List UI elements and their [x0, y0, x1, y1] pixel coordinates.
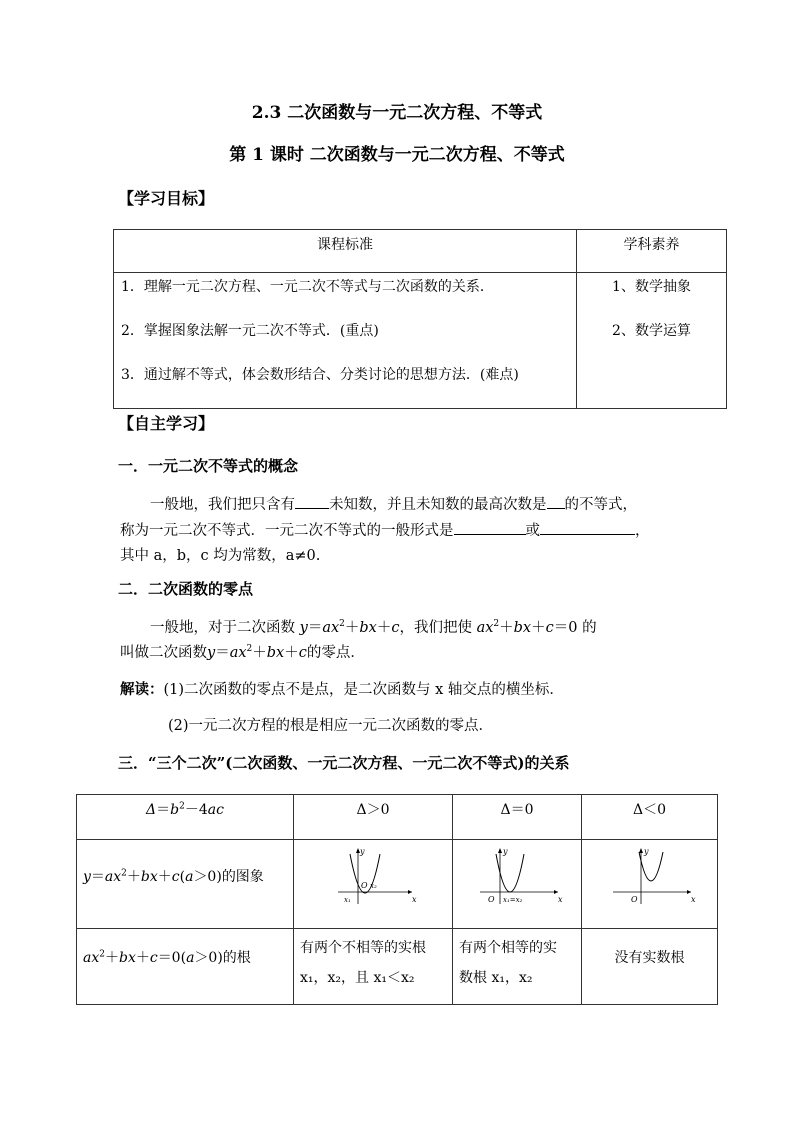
root-positive-line2: x₁，x₂，且 x₁＜x₂ — [300, 970, 415, 986]
section1-heading: 一．一元二次不等式的概念 — [118, 457, 299, 475]
root-zero-line1: 有两个相等的实 — [459, 940, 557, 956]
svg-text:x₁: x₁ — [344, 896, 351, 904]
graph-cell-zero — [453, 840, 582, 929]
graph-double-root-icon — [472, 844, 562, 906]
root-zero-line2: 数根 x₁，x₂ — [459, 970, 533, 986]
svg-text:y: y — [503, 847, 508, 856]
svg-text:O: O — [488, 895, 495, 904]
page-title: 2.3 二次函数与一元二次方程、不等式 — [251, 103, 543, 123]
goals-standards-cell — [114, 273, 577, 409]
goals-header-literacy: 学科素养 — [577, 230, 727, 273]
section2-line1: 一般地，对于二次函数 $y=ax^2+bx+c$，我们把使 $ax^2+bx+c=0$ 的 — [150, 619, 597, 636]
table-header-delta-positive: Δ＞0 — [294, 795, 453, 840]
section2-heading: 二．二次函数的零点 — [118, 580, 254, 598]
svg-text:x: x — [412, 895, 417, 904]
table-header-delta: $\Delta=b^2-4ac$ — [77, 795, 294, 840]
section2-line2: 叫做二次函数$y=ax^2+bx+c$的零点． — [120, 644, 365, 661]
standard-item: 3．通过解不等式，体会数形结合、分类讨论的思想方法．(难点) — [121, 367, 519, 383]
section1-line2: 称为一元二次不等式．一元二次不等式的一般形式是 或 ， — [120, 519, 650, 540]
table-header-delta-zero: Δ＝0 — [453, 795, 582, 840]
svg-text:x: x — [558, 895, 563, 904]
svg-text:O: O — [361, 881, 368, 890]
row-root-label: $ax^2+bx+c=0(a>0)$的根 — [77, 929, 294, 1005]
table-header-delta-negative: Δ＜0 — [582, 795, 718, 840]
goals-literacy-cell — [577, 273, 727, 409]
self-study-heading: 【自主学习】 — [118, 414, 215, 433]
goals-heading: 【学习目标】 — [118, 189, 215, 208]
goals-header-standard: 课程标准 — [114, 230, 577, 273]
section2-note2: (2)一元二次方程的根是相应一元二次函数的零点． — [168, 718, 494, 734]
svg-text:O: O — [630, 895, 638, 904]
root-positive-line1: 有两个不相等的实根 — [300, 940, 426, 956]
goals-table — [113, 229, 727, 409]
lesson-subtitle: 第 1 课时 二次函数与一元二次方程、不等式 — [229, 145, 565, 165]
graph-cell-positive — [294, 840, 453, 929]
svg-text:y: y — [360, 847, 365, 856]
section3-heading: 三．“三个二次”(二次函数、一元二次方程、一元二次不等式)的关系 — [118, 754, 570, 772]
graph-two-roots-icon — [328, 844, 418, 906]
literacy-item: 1、数学抽象 — [612, 279, 691, 295]
standard-item: 2．掌握图象法解一元二次不等式．(重点) — [121, 323, 379, 339]
section1-line1: 一般地，我们把只含有 未知数，并且未知数的最高次数是 的不等式， — [150, 493, 637, 514]
svg-text:y: y — [643, 847, 649, 856]
graph-no-root-icon — [605, 844, 695, 906]
root-cell-positive — [294, 929, 453, 1005]
row-graph-label: $y=ax^2+bx+c(a>0)$的图象 — [77, 840, 294, 929]
svg-text:x: x — [690, 895, 696, 904]
three-quadratics-table — [76, 794, 718, 1005]
section1-line3: 其中 a，b，c 均为常数，a≠0. — [120, 548, 321, 564]
literacy-item: 2、数学运算 — [612, 323, 691, 339]
svg-text:x₂: x₂ — [370, 882, 377, 890]
graph-cell-negative — [582, 840, 718, 929]
root-cell-negative: 没有实数根 — [582, 929, 718, 1005]
root-cell-zero — [453, 929, 582, 1005]
svg-text:x₁=x₂: x₁=x₂ — [503, 896, 523, 904]
standard-item: 1．理解一元二次方程、一元二次不等式与二次函数的关系． — [121, 279, 494, 295]
section2-note1: 解读：(1)二次函数的零点不是点，是二次函数与 x 轴交点的横坐标． — [120, 681, 564, 698]
